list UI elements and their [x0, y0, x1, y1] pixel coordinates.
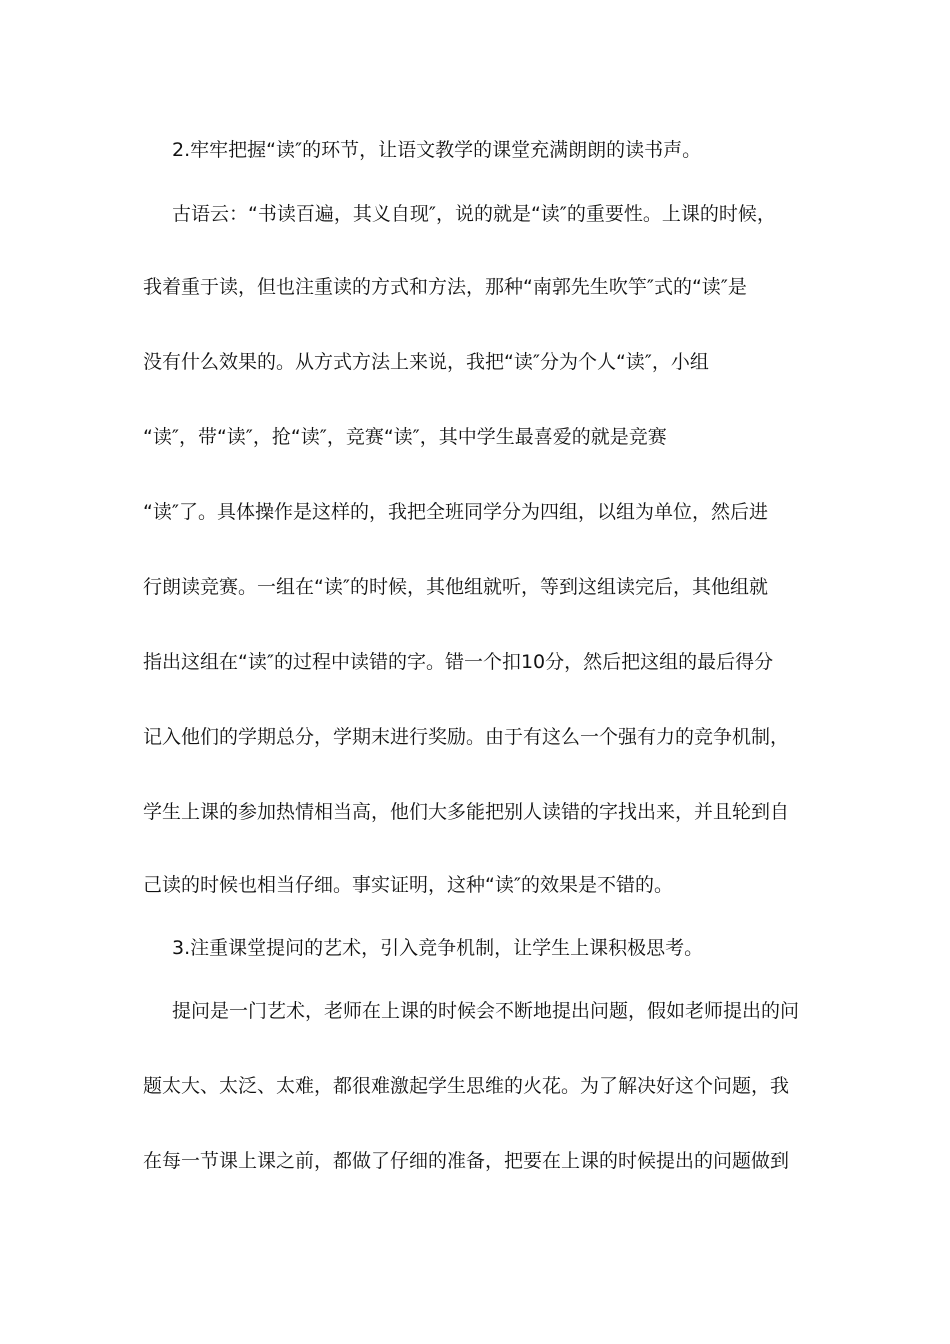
section-heading-3: 3.注重课堂提问的艺术，引入竞争机制，让学生上课积极思考。	[172, 937, 704, 959]
paragraph-line: 古语云：“书读百遍，其义自现″，说的就是“读″的重要性。上课的时候，	[172, 203, 776, 225]
paragraph-line: 己读的时候也相当仔细。事实证明，这种“读″的效果是不错的。	[143, 874, 673, 896]
paragraph-line: 指出这组在“读″的过程中读错的字。错一个扣10分，然后把这组的最后得分	[143, 651, 774, 673]
paragraph-line: 我着重于读，但也注重读的方式和方法，那种“南郭先生吹竽″式的“读″是	[143, 276, 747, 298]
paragraph-line: 没有什么效果的。从方式方法上来说，我把“读″分为个人“读″，小组	[143, 351, 709, 373]
paragraph-line: “读″，带“读″，抢“读″，竞赛“读″，其中学生最喜爱的就是竞赛	[143, 426, 667, 448]
paragraph-line: 在每一节课上课之前，都做了仔细的准备，把要在上课的时候提出的问题做到	[143, 1150, 790, 1172]
paragraph-line: 提问是一门艺术，老师在上课的时候会不断地提出问题，假如老师提出的问	[172, 1000, 800, 1022]
paragraph-line: “读″了。具体操作是这样的，我把全班同学分为四组，以组为单位，然后进	[143, 501, 768, 523]
paragraph-line: 学生上课的参加热情相当高，他们大多能把别人读错的字找出来，并且轮到自	[143, 801, 790, 823]
paragraph-line: 行朗读竞赛。一组在“读″的时候，其他组就听，等到这组读完后，其他组就	[143, 576, 768, 598]
section-heading-2: 2.牢牢把握“读″的环节，让语文教学的课堂充满朗朗的读书声。	[172, 139, 702, 161]
paragraph-line: 记入他们的学期总分，学期末进行奖励。由于有这么一个强有力的竞争机制，	[143, 726, 790, 748]
paragraph-line: 题太大、太泛、太难，都很难激起学生思维的火花。为了解决好这个问题，我	[143, 1075, 790, 1097]
